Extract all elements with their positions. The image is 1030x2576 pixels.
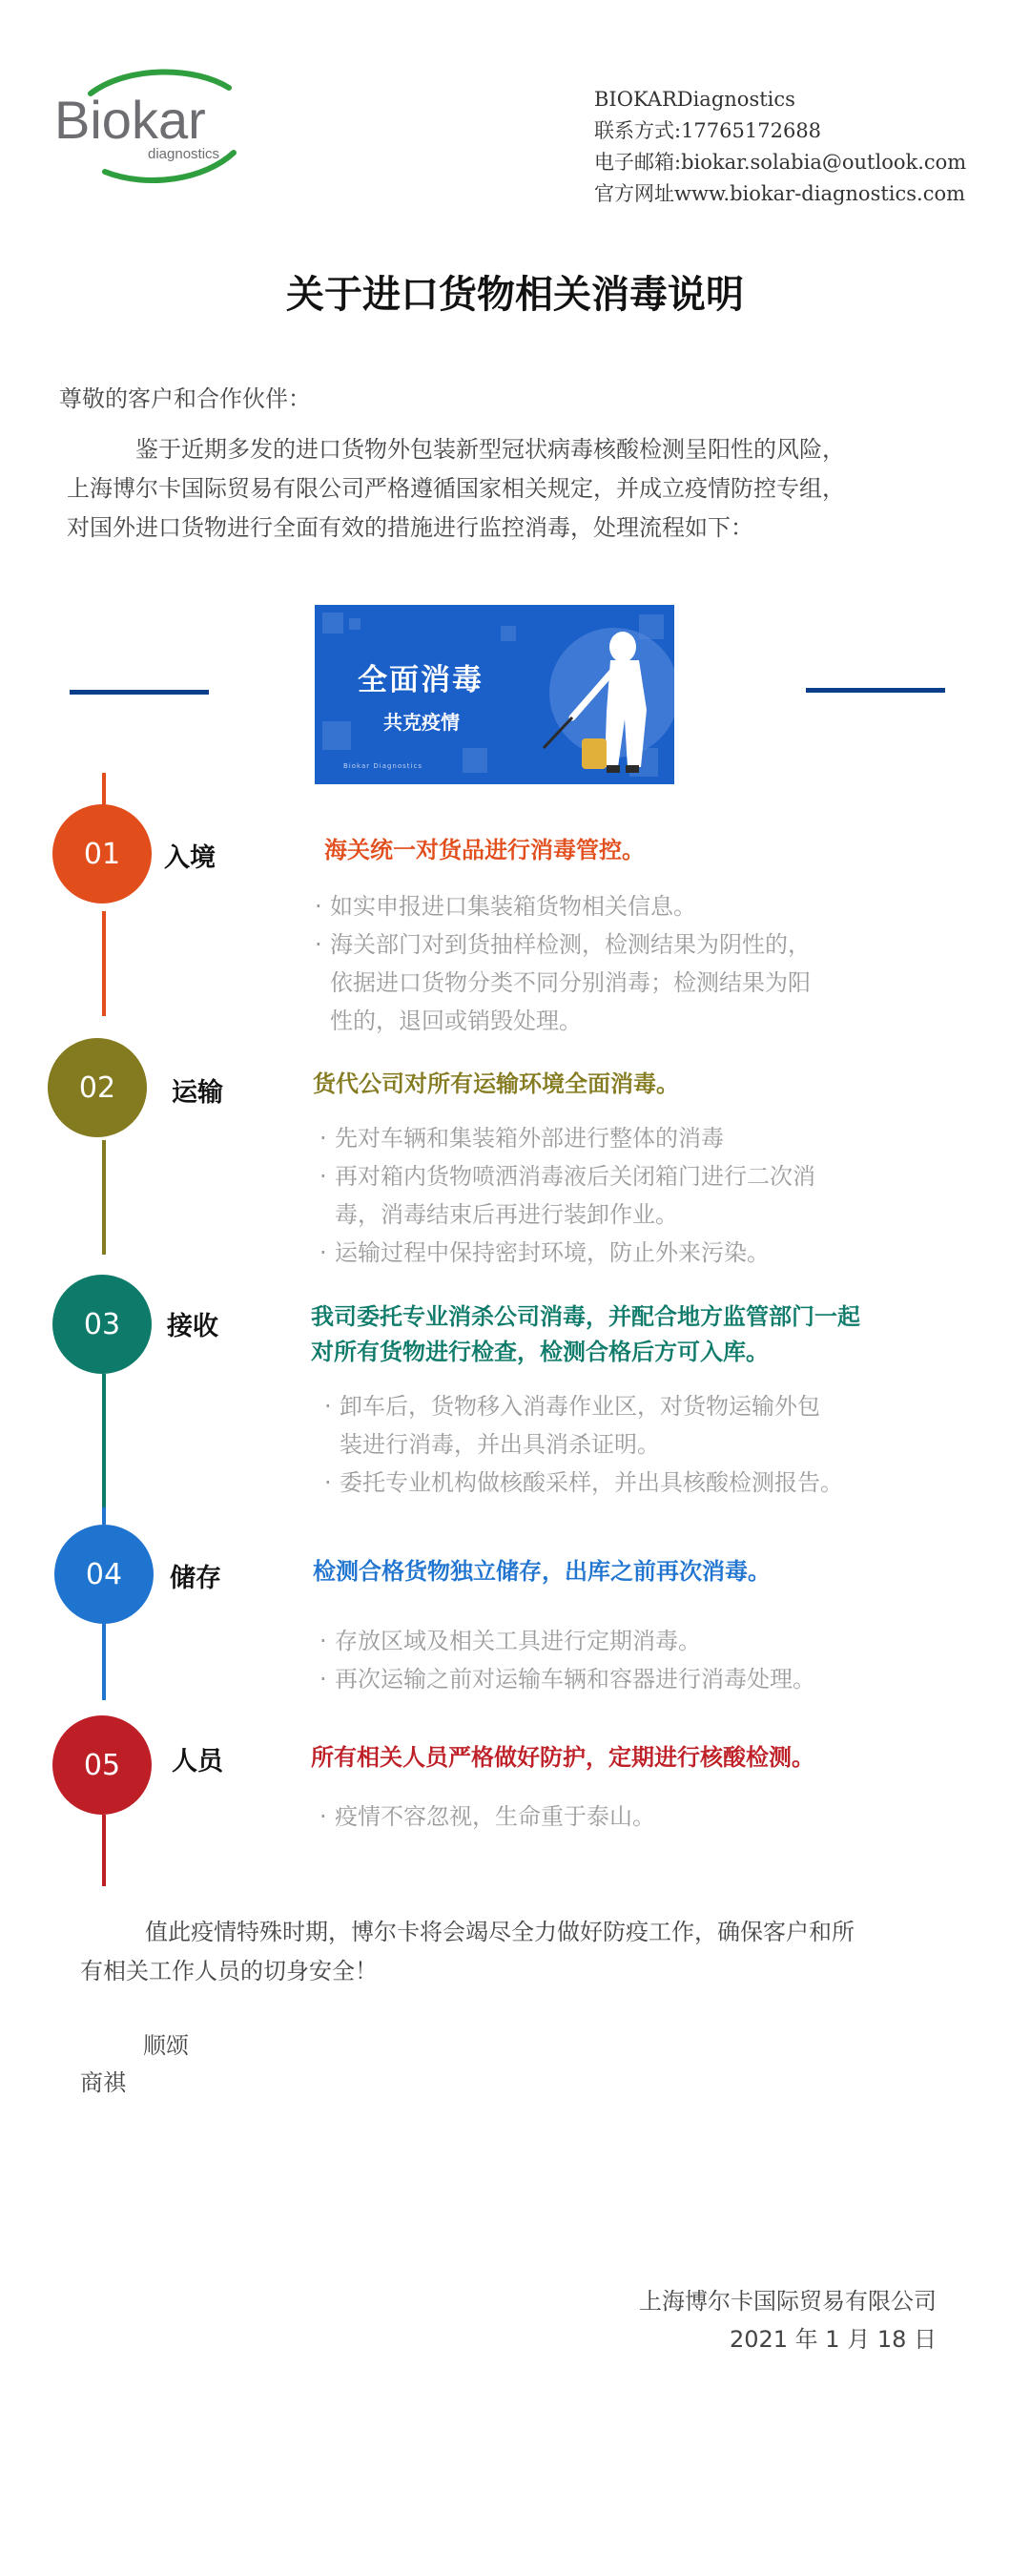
bullet-continuation: 性的，退回或销毁处理。 — [330, 1008, 582, 1034]
bullet-item: · 海关部门对到货抽样检测，检测结果为阴性的， — [315, 931, 811, 958]
greeting: 尊敬的客户和合作伙伴： — [59, 385, 311, 412]
banner-tag: Biokar Diagnostics — [343, 762, 422, 770]
timeline-segment — [102, 1374, 106, 1507]
contact-website: 官方网址www.biokar-diagnostics.com — [594, 182, 966, 205]
intro-line: 鉴于近期多发的进口货物外包装新型冠状病毒核酸检测呈阳性的风险， — [135, 436, 845, 463]
step-bullets — [319, 1797, 655, 1836]
step-label-transport: 运输 — [172, 1078, 223, 1108]
step-bullets — [319, 1622, 815, 1698]
logo-swoosh-icon — [52, 67, 253, 191]
step-bullets — [324, 1387, 843, 1502]
divider-left — [70, 690, 209, 695]
timeline-segment — [102, 1624, 106, 1700]
bullet-item: · 运输过程中保持密封环境，防止外来污染。 — [319, 1239, 770, 1266]
timeline-segment — [102, 1140, 106, 1255]
step-headline: 我司委托专业消杀公司消毒，并配合地方监管部门一起 对所有货物进行检查，检测合格后方可入库。 — [311, 1303, 860, 1365]
contact-company: BIOKARDiagnostics — [594, 88, 795, 111]
divider-right — [806, 688, 945, 693]
step-bullets — [319, 1119, 815, 1272]
footer-date: 2021 年 1 月 18 日 — [729, 2326, 937, 2353]
intro-line: 上海博尔卡国际贸易有限公司严格遵循国家相关规定，并成立疫情防控专组， — [67, 475, 845, 502]
contact-email: 电子邮箱:biokar.solabia@outlook.com — [594, 151, 967, 174]
timeline-segment — [102, 1815, 106, 1886]
step-label-personnel: 人员 — [172, 1747, 223, 1776]
step-bullets — [315, 887, 811, 1040]
bullet-item: · 先对车辆和集装箱外部进行整体的消毒 — [319, 1125, 724, 1152]
intro-paragraph — [67, 430, 954, 548]
step-number-02: 02 — [48, 1038, 147, 1137]
step-number-05: 05 — [52, 1715, 152, 1815]
bullet-item: · 卸车后，货物移入消毒作业区，对货物运输外包 — [324, 1393, 820, 1420]
disinfection-banner — [315, 605, 674, 784]
closing-line: 值此疫情特殊时期，博尔卡将会竭尽全力做好防疫工作，确保客户和所 — [145, 1919, 855, 1945]
bullet-item: · 疫情不容忽视，生命重于泰山。 — [319, 1803, 655, 1830]
logo-wordmark: Biokar — [54, 90, 206, 150]
timeline-segment — [102, 1507, 106, 1525]
step-headline: 所有相关人员严格做好防护，定期进行核酸检测。 — [311, 1744, 814, 1771]
logo-subtext: diagnostics — [148, 146, 220, 162]
bullet-item: · 再对箱内货物喷洒消毒液后关闭箱门进行二次消 — [319, 1163, 815, 1190]
bullet-item: · 存放区域及相关工具进行定期消毒。 — [319, 1628, 701, 1654]
closing-line: 有相关工作人员的切身安全！ — [80, 1958, 378, 1984]
step-number-01: 01 — [52, 804, 152, 904]
bullet-item: · 委托专业机构做核酸采样，并出具核酸检测报告。 — [324, 1469, 843, 1496]
contact-block — [594, 84, 966, 210]
bullet-continuation: 毒，消毒结束后再进行装卸作业。 — [335, 1201, 678, 1228]
step-number-03: 03 — [52, 1275, 152, 1374]
salute-text: 商祺 — [80, 2069, 126, 2096]
bullet-continuation: 依据进口货物分类不同分别消毒；检测结果为阳 — [330, 969, 811, 996]
footer-company: 上海博尔卡国际贸易有限公司 — [639, 2288, 937, 2315]
page-title: 关于进口货物相关消毒说明 — [286, 273, 744, 317]
banner-title: 全面消毒 — [358, 663, 484, 697]
closing-paragraph — [80, 1913, 977, 1991]
intro-line: 对国外进口货物进行全面有效的措施进行监控消毒，处理流程如下： — [67, 514, 753, 541]
step-headline: 海关统一对货品进行消毒管控。 — [324, 837, 645, 863]
regards-text: 顺颂 — [143, 2032, 189, 2059]
step-number-04: 04 — [54, 1525, 154, 1624]
protective-suit-worker-icon — [534, 605, 674, 784]
banner-subtitle: 共克疫情 — [383, 711, 460, 734]
bullet-item: · 如实申报进口集装箱货物相关信息。 — [315, 893, 696, 920]
step-label-entry: 入境 — [164, 843, 216, 873]
step-label-storage: 储存 — [170, 1564, 221, 1593]
biokar-logo — [52, 67, 253, 191]
bullet-continuation: 装进行消毒，并出具消杀证明。 — [340, 1431, 660, 1458]
step-label-receive: 接收 — [167, 1312, 218, 1341]
bullet-item: · 再次运输之前对运输车辆和容器进行消毒处理。 — [319, 1666, 815, 1693]
step-headline: 货代公司对所有运输环境全面消毒。 — [313, 1070, 679, 1097]
contact-phone: 联系方式:17765172688 — [594, 119, 822, 142]
timeline-segment — [102, 911, 106, 1016]
step-headline: 检测合格货物独立储存，出库之前再次消毒。 — [313, 1558, 771, 1585]
